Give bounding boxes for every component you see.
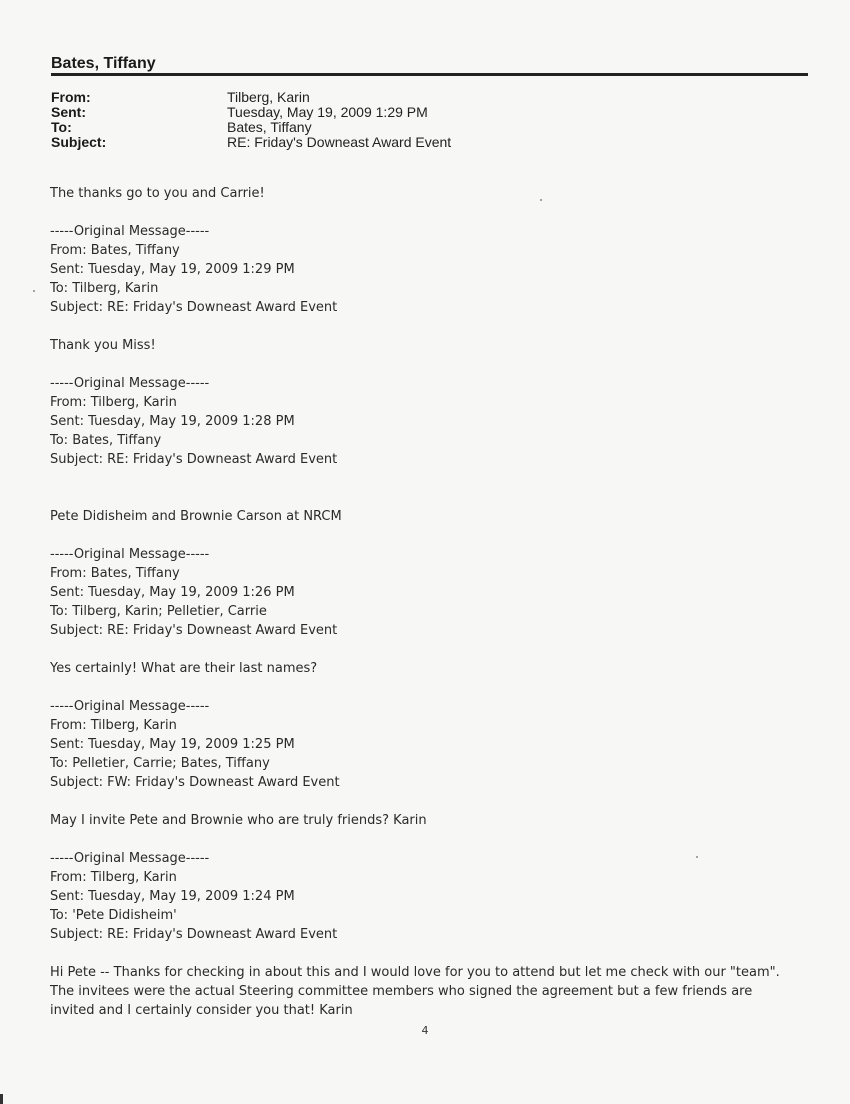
to-row xyxy=(51,120,451,135)
quoted-sent: Sent: Tuesday, May 19, 2009 1:24 PM xyxy=(50,889,295,904)
message-body: Yes certainly! What are their last names? xyxy=(50,661,318,676)
quoted-to: To: Tilberg, Karin xyxy=(50,281,159,296)
scan-speck xyxy=(540,199,542,201)
sent-value: Tuesday, May 19, 2009 1:29 PM xyxy=(227,104,428,120)
original-message-marker: -----Original Message----- xyxy=(50,547,210,562)
message-body: Thank you Miss! xyxy=(50,338,156,353)
to-value: Bates, Tiffany xyxy=(227,119,312,135)
from-row xyxy=(51,90,451,105)
quoted-subject: Subject: RE: Friday's Downeast Award Event xyxy=(50,300,338,315)
original-message-marker: -----Original Message----- xyxy=(50,851,210,866)
quoted-sent: Sent: Tuesday, May 19, 2009 1:26 PM xyxy=(50,585,295,600)
original-message-marker: -----Original Message----- xyxy=(50,376,210,391)
quoted-subject: Subject: RE: Friday's Downeast Award Event xyxy=(50,452,338,467)
from-value: Tilberg, Karin xyxy=(227,89,310,105)
scan-speck xyxy=(0,1094,3,1104)
quoted-to: To: Pelletier, Carrie; Bates, Tiffany xyxy=(50,756,270,771)
scan-speck xyxy=(696,856,698,858)
scan-speck xyxy=(33,290,35,292)
subject-label: Subject: xyxy=(51,134,107,150)
mailbox-owner-name: Bates, Tiffany xyxy=(51,55,156,72)
message-body: The thanks go to you and Carrie! xyxy=(50,186,265,201)
message-body: May I invite Pete and Brownie who are truly friends? Karin xyxy=(50,813,427,828)
quoted-subject: Subject: RE: Friday's Downeast Award Event xyxy=(50,623,338,638)
page-number: 4 xyxy=(421,1024,429,1037)
header-rule xyxy=(51,73,808,76)
quoted-from: From: Bates, Tiffany xyxy=(50,566,180,581)
original-message-marker: -----Original Message----- xyxy=(50,224,210,239)
sent-row xyxy=(51,105,451,120)
sent-label: Sent: xyxy=(51,104,86,120)
email-thread xyxy=(50,184,790,1020)
quoted-to: To: Bates, Tiffany xyxy=(50,433,162,448)
quoted-from: From: Bates, Tiffany xyxy=(50,243,180,258)
message-body: Pete Didisheim and Brownie Carson at NRCM xyxy=(50,509,342,524)
quoted-subject: Subject: FW: Friday's Downeast Award Event xyxy=(50,775,340,790)
quoted-from: From: Tilberg, Karin xyxy=(50,395,177,410)
quoted-sent: Sent: Tuesday, May 19, 2009 1:25 PM xyxy=(50,737,295,752)
to-label: To: xyxy=(51,119,72,135)
quoted-to: To: Tilberg, Karin; Pelletier, Carrie xyxy=(50,604,267,619)
from-label: From: xyxy=(51,89,91,105)
original-message-marker: -----Original Message----- xyxy=(50,699,210,714)
quoted-from: From: Tilberg, Karin xyxy=(50,718,177,733)
quoted-from: From: Tilberg, Karin xyxy=(50,870,177,885)
quoted-sent: Sent: Tuesday, May 19, 2009 1:29 PM xyxy=(50,262,295,277)
message-body: Hi Pete -- Thanks for checking in about this and I would love for you to attend but let me check with our "team". The invitees were the actual Steering committee members who signed the agreement but a few friends are invited and I certainly consider you that! Karin xyxy=(50,965,780,1018)
subject-row xyxy=(51,135,451,150)
quoted-subject: Subject: RE: Friday's Downeast Award Event xyxy=(50,927,338,942)
quoted-sent: Sent: Tuesday, May 19, 2009 1:28 PM xyxy=(50,414,295,429)
subject-value: RE: Friday's Downeast Award Event xyxy=(227,134,452,150)
quoted-to: To: 'Pete Didisheim' xyxy=(50,908,177,923)
email-header xyxy=(51,90,451,150)
